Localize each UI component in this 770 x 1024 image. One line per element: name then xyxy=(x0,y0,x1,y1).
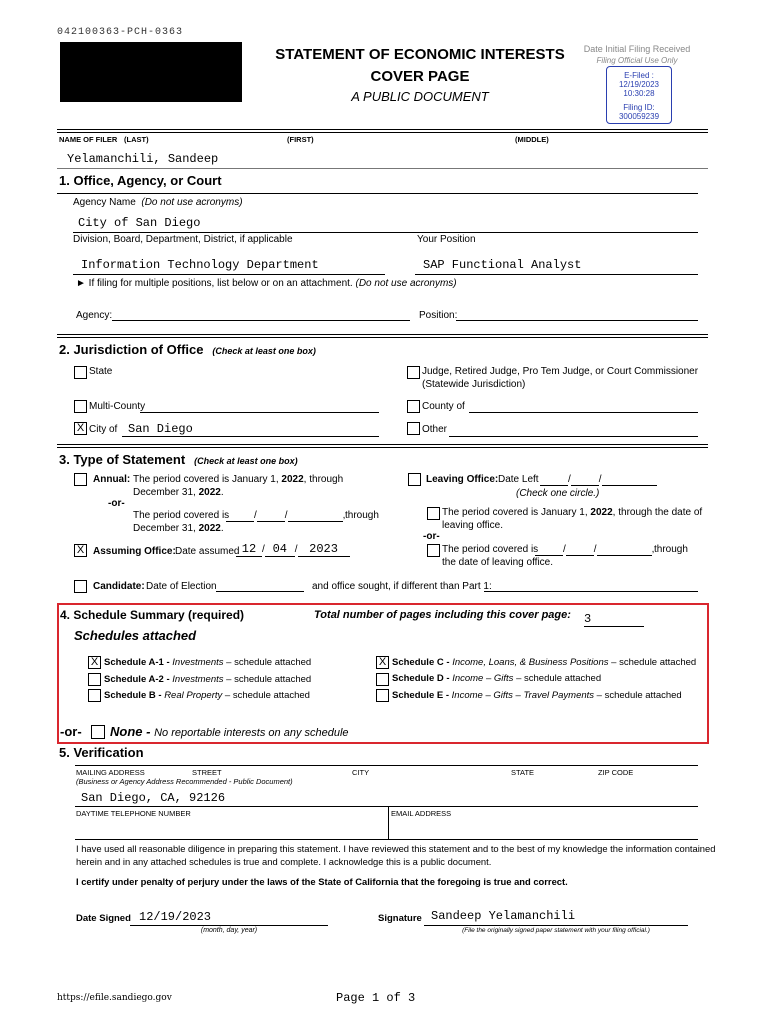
email-label: EMAIL ADDRESS xyxy=(391,809,452,818)
divider xyxy=(57,193,698,194)
filing-id: 300059239 xyxy=(618,112,660,121)
state-checkbox[interactable] xyxy=(74,366,87,379)
schedule-b-label: Schedule B - Real Property – schedule attached xyxy=(104,690,310,701)
through-label: through xyxy=(345,510,379,521)
divider xyxy=(424,925,688,926)
county-of-label: County of xyxy=(422,401,465,412)
schedule-a1-label: Schedule A-1 - Investments – schedule attached xyxy=(104,657,312,668)
state-label: STATE xyxy=(511,768,535,777)
certification-text: I certify under penalty of perjury under the laws of the State of California that the foregoing is true and correct. xyxy=(76,876,568,887)
efiled-stamp xyxy=(606,66,672,124)
schedule-c-checkbox[interactable]: X xyxy=(376,656,389,669)
schedule-a2-label: Schedule A-2 - Investments – schedule attached xyxy=(104,674,312,685)
efiled-time: 10:30:28 xyxy=(623,89,655,98)
efiled-label: E-Filed : xyxy=(624,71,654,80)
date-assumed-field[interactable]: 12 / 04 / 2023 xyxy=(236,542,350,557)
divider xyxy=(75,765,698,766)
schedule-e-checkbox[interactable] xyxy=(376,689,389,702)
candidate-label: Candidate: xyxy=(93,581,145,592)
division-field[interactable]: Information Technology Department xyxy=(81,258,319,272)
none-checkbox[interactable] xyxy=(91,725,105,739)
candidate-checkbox[interactable] xyxy=(74,580,87,593)
annual-period-text: The period covered is January 1, 2022, through xyxy=(133,474,344,485)
street-label: STREET xyxy=(192,768,222,777)
divider xyxy=(388,806,389,839)
leaving-option1-text2: leaving office. xyxy=(442,520,503,531)
period-date-field[interactable]: / / , xyxy=(226,510,345,522)
multiple-positions-note: ► If filing for multiple positions, list below or on an attachment. (Do not use acronyms) xyxy=(76,278,457,289)
divider xyxy=(122,436,379,437)
divider xyxy=(73,274,385,275)
section-4-heading: 4. Schedule Summary (required) xyxy=(60,608,245,622)
date-assumed-label: Date assumed xyxy=(175,546,240,557)
signature-field[interactable]: Sandeep Yelamanchili xyxy=(431,909,576,923)
leaving-option1-checkbox[interactable] xyxy=(427,507,440,520)
multi-county-label: Multi-County xyxy=(89,401,146,412)
leaving-office-checkbox[interactable] xyxy=(408,473,421,486)
filing-received-heading: Date Initial Filing Received xyxy=(583,44,691,54)
total-pages-label: Total number of pages including this cover page: xyxy=(314,609,571,621)
form-subtitle: COVER PAGE xyxy=(370,68,470,85)
divider xyxy=(73,232,698,233)
filing-official-note: Filing Official Use Only xyxy=(596,56,678,65)
first-label: (FIRST) xyxy=(287,135,314,144)
name-of-filer-label: NAME OF FILER xyxy=(59,135,118,144)
filing-id-label: Filing ID: xyxy=(623,103,655,112)
annual-checkbox[interactable] xyxy=(74,473,87,486)
city-checkbox[interactable]: X xyxy=(74,422,87,435)
divider xyxy=(415,274,698,275)
last-label: (LAST) xyxy=(124,135,149,144)
county-checkbox[interactable] xyxy=(407,400,420,413)
divider xyxy=(57,168,708,169)
phone-label: DAYTIME TELEPHONE NUMBER xyxy=(76,809,191,818)
divider xyxy=(57,129,708,133)
agency-line-label: Agency: xyxy=(76,310,113,321)
divider xyxy=(57,334,708,338)
schedule-b-checkbox[interactable] xyxy=(88,689,101,702)
leaving-option1-text: The period covered is January 1, 2022, through the date of xyxy=(442,507,703,518)
annual-label: Annual: xyxy=(93,474,131,485)
judge-checkbox[interactable] xyxy=(407,366,420,379)
signature-label: Signature xyxy=(378,913,422,924)
schedule-c-label: Schedule C - Income, Loans, & Business Positions – schedule attached xyxy=(392,657,697,668)
section-1-heading: 1. Office, Agency, or Court xyxy=(59,173,222,188)
form-title: STATEMENT OF ECONOMIC INTERESTS xyxy=(275,46,565,63)
divider xyxy=(75,806,698,807)
date-left-field[interactable]: / / xyxy=(540,474,657,486)
mailing-address-field[interactable]: San Diego, CA, 92126 xyxy=(81,791,226,805)
city-of-label: City of xyxy=(89,424,118,435)
assuming-office-label: Assuming Office: xyxy=(93,546,176,557)
statewide-note: (Statewide Jurisdiction) xyxy=(422,379,526,390)
zip-code-label: ZIP CODE xyxy=(598,768,634,777)
office-sought-label: and office sought, if different than Part 1: xyxy=(312,581,492,592)
or-label: -or- xyxy=(108,498,125,509)
schedule-e-label: Schedule E - Income – Gifts – Travel Payments – schedule attached xyxy=(392,690,682,701)
public-document-label: A PUBLIC DOCUMENT xyxy=(351,89,489,104)
your-position-label: Your Position xyxy=(417,234,476,245)
signature-note: (File the originally signed paper statement with your filing official.) xyxy=(462,927,650,934)
section-3-heading: 3. Type of Statement (Check at least one box) xyxy=(59,452,298,467)
leaving-option2-text2: the date of leaving office. xyxy=(442,557,554,568)
position-line-label: Position: xyxy=(419,310,458,321)
leaving-date-field[interactable]: / / , xyxy=(535,544,654,556)
date-left-label: Date Left xyxy=(498,474,539,485)
state-label: State xyxy=(89,366,113,377)
multi-county-checkbox[interactable] xyxy=(74,400,87,413)
office-sought-field[interactable] xyxy=(484,591,698,592)
city-field[interactable]: San Diego xyxy=(128,422,193,436)
annual-period-end: December 31, 2022. xyxy=(133,487,224,498)
schedule-a2-checkbox[interactable] xyxy=(88,673,101,686)
section-2-heading: 2. Jurisdiction of Office (Check at least one box) xyxy=(59,342,316,357)
through-label: through xyxy=(654,544,688,555)
filer-name-field[interactable]: Yelamanchili, Sandeep xyxy=(67,152,219,166)
schedules-attached-label: Schedules attached xyxy=(74,628,197,643)
footer-url: https://efile.sandiego.gov xyxy=(57,993,172,1003)
leaving-option2-text: The period covered is xyxy=(442,544,539,555)
multi-county-field[interactable] xyxy=(140,412,379,413)
middle-label: (MIDDLE) xyxy=(515,135,549,144)
document-id: 042100363-PCH-0363 xyxy=(57,27,184,38)
county-field[interactable] xyxy=(469,412,698,413)
period-end-text: December 31, 2022. xyxy=(133,523,224,534)
or-label: -or- xyxy=(60,724,82,739)
total-pages-field[interactable]: 3 xyxy=(584,613,644,627)
redaction-block xyxy=(60,42,242,102)
election-date-field[interactable] xyxy=(216,591,304,592)
position-line-field[interactable] xyxy=(456,320,698,321)
judge-label: Judge, Retired Judge, Pro Tem Judge, or Court Commissioner xyxy=(422,366,699,377)
page-number: Page 1 of 3 xyxy=(336,991,416,1005)
mailing-address-note: (Business or Agency Address Recommended - Public Document) xyxy=(76,777,293,786)
diligence-statement-2: herein and in any attached schedules is true and complete. I acknowledge this is a public document. xyxy=(76,856,492,867)
other-label: Other xyxy=(422,424,448,435)
date-signed-field[interactable]: 12/19/2023 xyxy=(139,910,212,924)
efiled-date: 12/19/2023 xyxy=(618,80,660,89)
date-format-note: (month, day, year) xyxy=(200,927,258,934)
divider xyxy=(130,925,328,926)
divider xyxy=(75,839,698,840)
none-label: None - No reportable interests on any schedule xyxy=(110,724,349,739)
other-checkbox[interactable] xyxy=(407,422,420,435)
other-field[interactable] xyxy=(449,436,698,437)
section-5-heading: 5. Verification xyxy=(59,745,144,760)
schedule-a1-checkbox[interactable]: X xyxy=(88,656,101,669)
divider xyxy=(57,444,708,448)
division-label: Division, Board, Department, District, if applicable xyxy=(73,234,293,245)
schedule-d-checkbox[interactable] xyxy=(376,673,389,686)
leaving-option2-checkbox[interactable] xyxy=(427,544,440,557)
agency-name-label: Agency Name (Do not use acronyms) xyxy=(73,197,243,208)
position-field[interactable]: SAP Functional Analyst xyxy=(423,258,582,272)
mailing-address-label: MAILING ADDRESS xyxy=(76,768,145,777)
period-covered-text: The period covered is xyxy=(133,510,230,521)
agency-line-field[interactable] xyxy=(112,320,410,321)
assuming-office-checkbox[interactable]: X xyxy=(74,544,87,557)
city-label: CITY xyxy=(352,768,370,777)
diligence-statement: I have used all reasonable diligence in preparing this statement. I have reviewed this statement and to the best of my knowledge the information contained xyxy=(76,843,716,854)
date-of-election-label: Date of Election xyxy=(146,581,217,592)
check-one-circle-note: (Check one circle.) xyxy=(516,488,600,499)
leaving-office-label: Leaving Office: xyxy=(426,474,499,485)
date-signed-label: Date Signed xyxy=(76,913,131,924)
or-label: -or- xyxy=(423,531,440,542)
agency-name-field[interactable]: City of San Diego xyxy=(78,216,201,230)
schedule-d-label: Schedule D - Income – Gifts – schedule attached xyxy=(392,673,602,684)
